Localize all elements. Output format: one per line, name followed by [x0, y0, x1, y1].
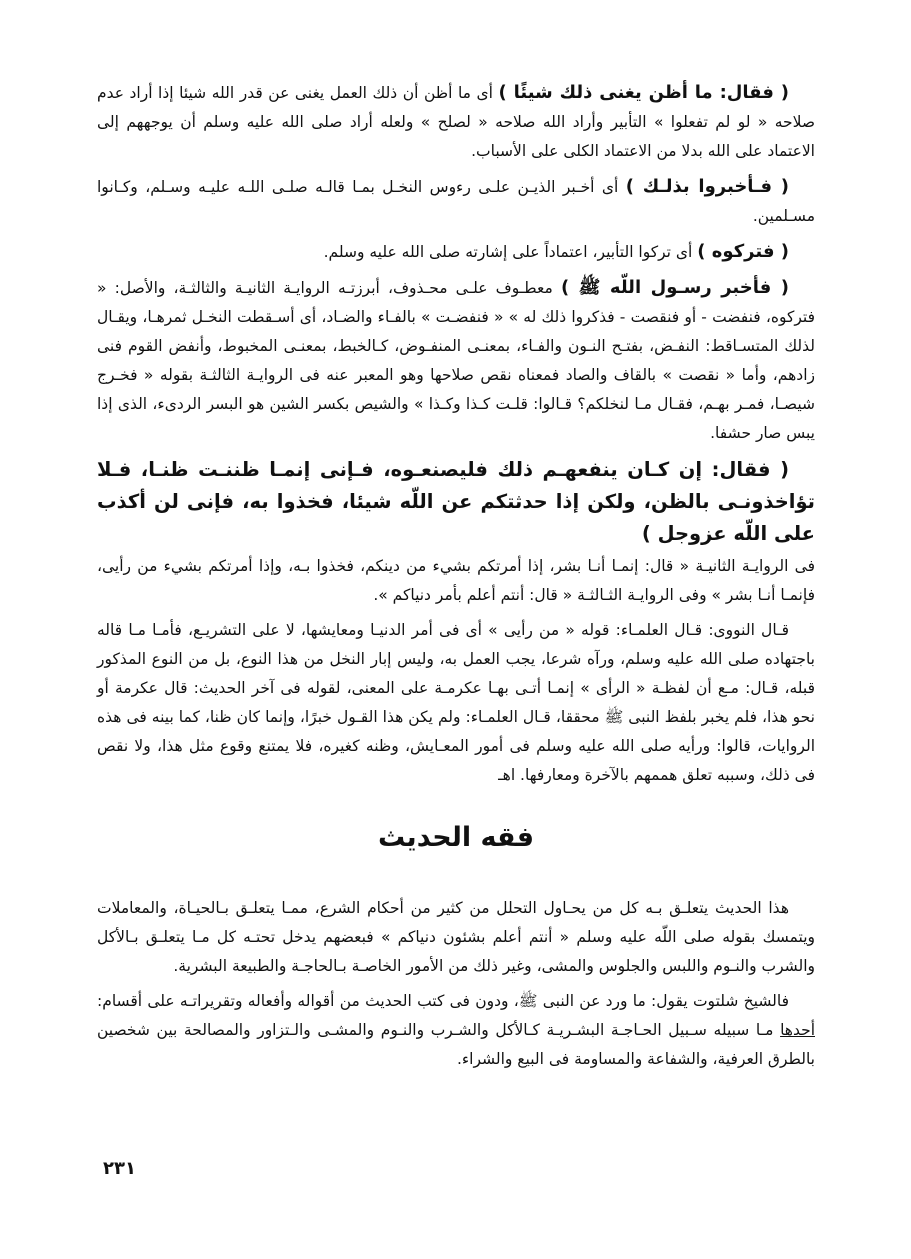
commentary-paragraph [97, 237, 815, 267]
section-heading: فقه الحديث [377, 822, 535, 853]
book-page [97, 78, 815, 1080]
paragraph-text: مـا سبيله سـبيل الحـاجـة البشـريـة كـالأكل والشـرب والنـوم والمشـى والـتزاور والمصالحة بين شخصين بالطرق العرفية، والشفاعة والمساومة فى البيع والشراء. [97, 1021, 815, 1068]
commentary-text: أى أخـبر الذيـن علـى رءوس النخـل بمـا قالـه صلـى اللـه عليـه وسـلم، وكـانوا مسـلمين. [97, 178, 815, 225]
paragraph-text: فالشيخ شلتوت يقول: ما ورد عن النبى ﷺ، ودون فى كتب الحديث من أقواله وأفعاله وتقريراتـه على أقسام: [97, 992, 789, 1010]
hadith-quote: ( فـأخبروا بذلـك ) [625, 176, 789, 197]
commentary-paragraph [97, 172, 815, 231]
commentary-paragraph [97, 78, 815, 166]
commentary-text: أى تركوا التأبير، اعتماداً على إشارته صلى الله عليه وسلم. [323, 243, 698, 261]
commentary-text: أى ما أظن أن ذلك العمل يغنى عن قدر الله شيئا إذا أراد عدم صلاحه « لو لم تفعلوا » التأبير وأراد الله صلاحه « لصلح » ولعله أراد صلى الله عليه وسلم أن يوجههم إلى الاعتماد على الله بدلا من الاعتماد الكلى على الأسباب. [97, 84, 815, 160]
section-paragraph: هذا الحديث يتعلـق بـه كل من يحـاول التحلل من كثير من أحكام الشرع، ممـا يتعلـق بـالحيـاة، والمعاملات ويتمسك بقوله صلى اللّه عليه وسلم « أنتم أعلم بشئون دنياكم » فبعضهم يدخل تحتـه كل مـا يتعلـق بـالأكل والشرب والنـوم واللبس والجلوس والمشى، وغير ذلك من الأمور الخاصـة بـالحاجـة والطبيعة البشرية. [97, 899, 815, 975]
hadith-quote: ( فتركوه ) [697, 241, 789, 262]
commentary-text: معطـوف علـى محـذوف، أبرزتـه الروايـة الثانيـة والثالثـة، والأصل: « فتركوه، فنفضت - أو فنقصت - فذكروا ذلك له » « فنفضـت » بالفـاء والضـاد، أى أسـقطت النخـل ثمرهـا، ويقـال لذلك المتسـاقط: النفـض، بفتـح النـون والفـاء، بمعنـى المنفـوض، كـالخبط، بمعنـى المخبوط، وأنفض القوم فنى زادهم، وأما « نقصت » بالقاف والصاد فمعناه نقص صلاحها وهو المعبر عنه فى الروايـة الثالثـة بقوله « فخـرج شيصـا، فمـر بهـم، فقـال مـا لنخلكم؟ قـالوا: قلـت كـذا وكـذا » والشيص بكسر الشين هو البسر الردىء، الذى إذا يبس صار حشفا. [97, 279, 815, 442]
underlined-word: أحدها [780, 1021, 815, 1039]
narration-paragraph: فى الروايـة الثانيـة « قال: إنمـا أنـا بشر، إذا أمرتكم بشيء من دينكم، فخذوا بـه، وإذا أمرتكم بشيء من رأيى، فإنمـا أنـا بشر » وفى الروايـة الثـالثـة « قال: أنتم أعلم بأمر دنياكم ». [97, 557, 815, 604]
hadith-quote: ( فقال: ما أظن يغنى ذلك شيئًا ) [498, 82, 789, 103]
hadith-quote: ( فأخبر رسـول اللّه ﷺ ) [560, 277, 790, 298]
commentary-paragraph [97, 273, 815, 448]
hadith-quote-block: ( فقال: إن كـان ينفعهـم ذلك فليصنعـوه، فـإنى إنمـا ظننـت ظنـا، فـلا تؤاخذونـى بالظن، ولكن إذا حدثتكم عن اللّه شيئا، فخذوا به، فإنى لن أكذب على اللّه عزوجل ) [97, 458, 815, 545]
page-number: ٢٣١ [103, 1158, 136, 1179]
section-paragraph [97, 987, 815, 1074]
nawawi-commentary: قـال النووى: قـال العلمـاء: قوله « من رأيى » أى فى أمر الدنيـا ومعايشها، لا على التشريـع، فأمـا مـا قاله باجتهاده صلى الله عليه وسلم، ورآه شرعا، يجب العمل به، وليس إبار النخل من هذا النوع، بل من النوع المذكور قبله، قـال: مـع أن لفظـة « الرأى » إنمـا أتـى بهـا عكرمـة على المعنى، لقوله فى آخر الحديث: قال عكرمة أو نحو هذا، فلم يخبر بلفظ النبى ﷺ محققا، قـال العلمـاء: ولم يكن هذا القـول خبرًا، وإنما كان ظنا، كما بينه فى هذه الروايات، قالوا: ورأيه صلى الله عليه وسلم فى أمور المعـايش، وظنه كغيره، فلا يمتنع وقوع مثل هذا، ولا نقص فى ذلك، وسببه تعلق هممهم بالآخرة ومعارفها. اهـ [97, 621, 815, 784]
